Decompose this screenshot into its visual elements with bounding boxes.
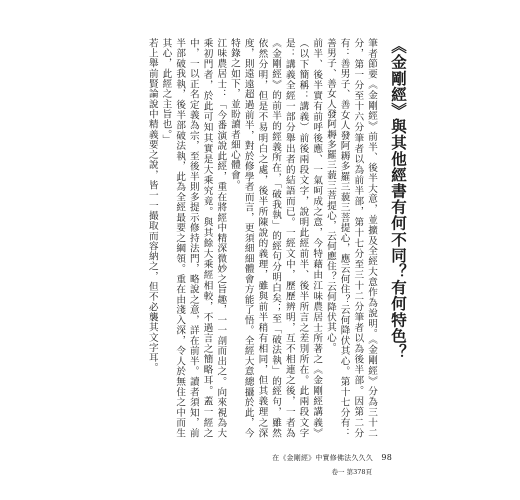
paragraph: 江味農居士：「今番演說此經，重在將經中精深微妙之旨趣，一一剖而出之。向來視為大乘初門者，於此可知其實是大乘究竟。與其餘大乘經相較，不過言之簡略耳。蓋一經之中，一以正名定義為宗，至後半則多提示修持法門，略說之意，詳在前半。讀者須知，前半部破我執，後半部破法執，此為全經最要之綱領。重在由淺入深，令人於無住之中而生其心，此經之主旨也。」 [160,38,227,438]
page-number: 98 [381,453,392,462]
paragraph: 筆者節要《金剛經》前半、後半大意，並擴及全經大意作為說明。《金剛經》分為三十二分，第一分至十六分筆者以為前半部，第十七分至三十二分筆者以為後半部。因第二分有：善男子、善女人發阿耨多羅三藐三菩提心，應云何住？云何降伏其心。第十七分有：善男子、善女人發阿耨多羅三藐三菩提心，云何應住？云何降伏其心。 [324,38,377,438]
vertical-text-block [130,38,410,438]
running-title: 在《金剛經》中實修佛法久久久 [272,454,373,462]
paragraph: 前半、後半實有前呼後應、一氣呵成之意，今特藉由江味農居士所著之《金剛經講義》（以下簡稱：講義）前後兩段文字，說明此經前半、後半所言之差別所在。此兩段文字是：講義全經一部分舉出者的結語而已。一經文中，歷歷辨明，互不相連之後，一者為《金剛經》的前半的經義所在，「破我執」的經句分明白矣；至「破法執」的經句，雖然依然分明，但是不易明白之處，後半所陳說的義理，雖與前半稍有相同，但其義理之深度，則遠遠超過前半，對於修學者而言，更須細細體會方能了悟。全經大意總攝於此，今特錄之如下，並盼讀者細心體會。 [228,38,323,438]
running-footer [272,453,392,463]
body-text [145,38,378,438]
footer-subline: 卷一 第378頁 [331,468,372,476]
page-title: 《金剛經》與其他經書有何不同？有何特色？ [389,38,407,360]
paragraph: 若上舉前賢論說中精義要之說，皆一一撮取而容納之，但不必襲其文字耳。 [146,38,158,373]
